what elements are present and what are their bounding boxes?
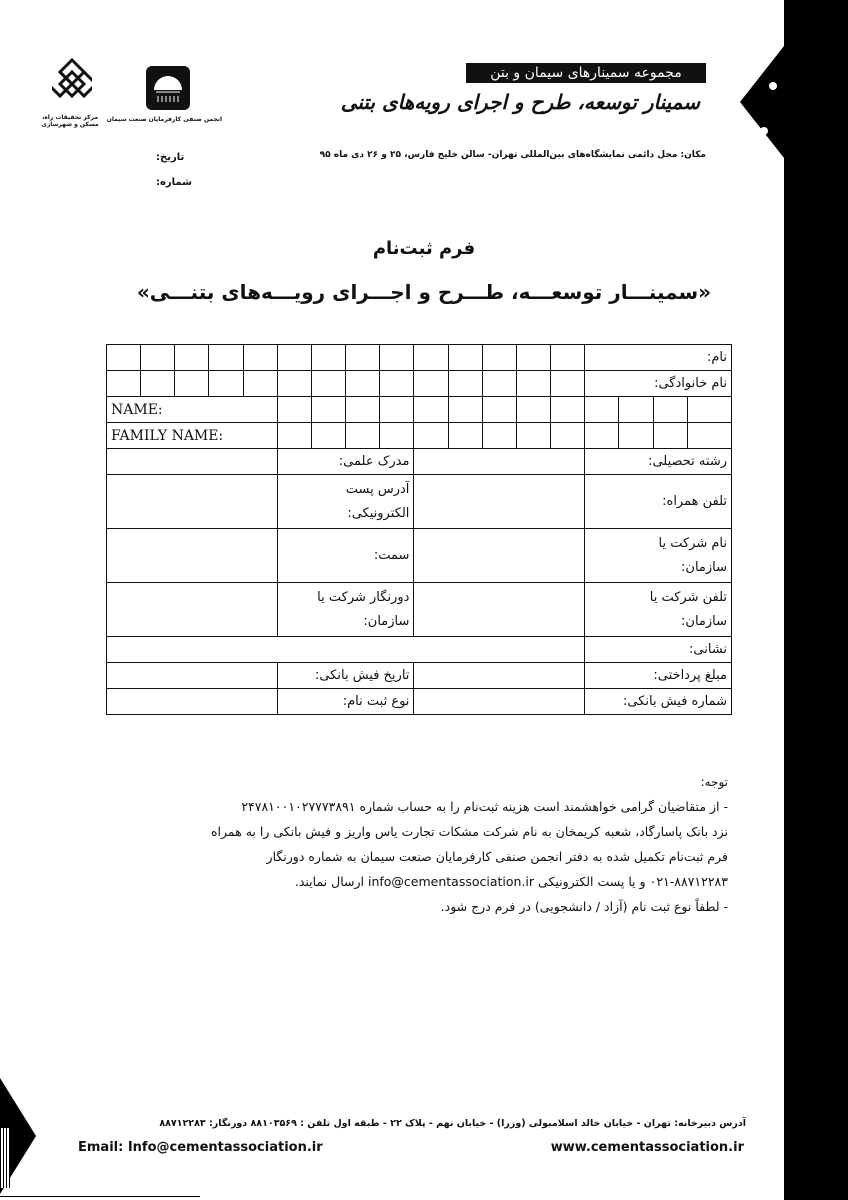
row-study	[107, 449, 732, 475]
cement-association-caption: انجمن صنفی کارفرمایان صنعت سیمان	[106, 116, 222, 123]
left-stripe-mark	[0, 1128, 10, 1188]
char-box[interactable]	[619, 423, 653, 449]
char-box[interactable]	[175, 371, 209, 397]
notes-line: ۰۲۱-۸۸۷۱۲۲۸۳ و یا پست الکترونیکی info@cementassociation.ir ارسال نمایند.	[294, 874, 728, 889]
email-input[interactable]	[107, 475, 278, 529]
char-box[interactable]	[380, 397, 414, 423]
char-box[interactable]	[346, 345, 380, 371]
row-contact	[107, 475, 732, 529]
char-box[interactable]	[448, 397, 482, 423]
notes-heading: توجه:	[700, 775, 728, 789]
row-company	[107, 529, 732, 583]
char-box[interactable]	[346, 371, 380, 397]
receipt-number-input[interactable]	[414, 689, 585, 715]
seminar-title: سمینار توسعه، طرح و اجرای رویه‌های بتنی	[340, 90, 700, 114]
number-label: شماره:	[156, 177, 192, 188]
row-family-name-en	[107, 423, 732, 449]
email-label	[277, 475, 414, 529]
mobile-input[interactable]	[414, 475, 585, 529]
company-phone-label-line1: تلفن شرکت یا	[649, 589, 727, 605]
date-label: تاریخ:	[156, 152, 185, 163]
char-box[interactable]	[448, 423, 482, 449]
footer-email[interactable]: Email: Info@cementassociation.ir	[78, 1140, 323, 1155]
form-subtitle: «سمینـــار توسعـــه، طـــرح و اجـــرای رویـــه‌های بتنـــی»	[136, 280, 712, 304]
char-box[interactable]	[551, 345, 585, 371]
notes-paragraph	[108, 794, 728, 919]
char-box[interactable]	[243, 371, 277, 397]
notes-line: فرم ثبت‌نام تکمیل شده به دفتر انجمن صنفی کارفرمایان صنعت سیمان به شماره دورنگار	[266, 849, 728, 864]
mobile-label: تلفن همراه:	[585, 475, 732, 529]
char-box[interactable]	[585, 397, 619, 423]
registration-type-input[interactable]	[107, 689, 278, 715]
char-box[interactable]	[277, 397, 311, 423]
field-of-study-input[interactable]	[414, 449, 585, 475]
right-arrow-marker	[740, 46, 784, 158]
company-phone-label-line2: سازمان:	[681, 613, 727, 629]
char-box[interactable]	[311, 397, 345, 423]
char-box[interactable]	[141, 371, 175, 397]
char-box[interactable]	[141, 345, 175, 371]
research-center-logo	[52, 58, 92, 118]
row-last-name	[107, 371, 732, 397]
char-box[interactable]	[482, 397, 516, 423]
char-box[interactable]	[653, 423, 687, 449]
notes-line: - لطفاً نوع ثبت نام (آزاد / دانشجویی) در فرم درج شود.	[440, 899, 728, 914]
bottom-edge-line	[0, 1196, 200, 1197]
family-name-en-label: FAMILY NAME:	[107, 423, 278, 449]
receipt-date-input[interactable]	[107, 663, 278, 689]
row-first-name	[107, 345, 732, 371]
company-fax-label-line2: سازمان:	[363, 613, 410, 629]
footer-address: آدرس دبیرخانه: تهران - خیابان خالد اسلامبولی (وزرا) - خیابان نهم - پلاک ۲۲ - طبقه اول تلفن : ۸۸۱۰۳۵۶۹ دورنگار: ۸۸۷۱۲۲۸۳	[159, 1118, 746, 1129]
char-box[interactable]	[585, 423, 619, 449]
position-input[interactable]	[107, 529, 278, 583]
char-box[interactable]	[516, 371, 550, 397]
marker-dot	[769, 82, 777, 90]
char-box[interactable]	[311, 371, 345, 397]
char-box[interactable]	[414, 345, 448, 371]
char-box[interactable]	[209, 371, 243, 397]
char-box[interactable]	[687, 423, 731, 449]
series-title: مجموعه سمینارهای سیمان و بتن	[466, 63, 706, 83]
char-box[interactable]	[619, 397, 653, 423]
field-of-study-label: رشته تحصیلی:	[585, 449, 732, 475]
char-box[interactable]	[482, 423, 516, 449]
char-box[interactable]	[277, 371, 311, 397]
registration-table	[106, 344, 732, 715]
degree-label: مدرک علمی:	[277, 449, 414, 475]
char-box[interactable]	[175, 345, 209, 371]
right-black-border	[784, 0, 848, 1200]
first-name-label: نام:	[585, 345, 732, 371]
char-box[interactable]	[277, 423, 311, 449]
notes-line: نزد بانک پاسارگاد، شعبه کریمخان به نام شرکت مشکات تجارت یاس واریز و فیش بانکی را به همراه	[211, 824, 728, 839]
char-box[interactable]	[551, 423, 585, 449]
char-box[interactable]	[414, 423, 448, 449]
cement-association-logo	[146, 66, 190, 114]
company-phone-label	[585, 583, 732, 637]
company-label-line2: سازمان:	[681, 559, 727, 575]
receipt-date-label: تاریخ فیش بانکی:	[277, 663, 414, 689]
char-box[interactable]	[380, 423, 414, 449]
char-box[interactable]	[346, 397, 380, 423]
form-title: فرم ثبت‌نام	[372, 238, 476, 259]
last-name-label: نام خانوادگی:	[585, 371, 732, 397]
company-label-line1: نام شرکت یا	[658, 535, 727, 551]
amount-paid-label: مبلغ پرداختی:	[585, 663, 732, 689]
char-box[interactable]	[482, 371, 516, 397]
email-label-line2: الکترونیکی:	[347, 505, 410, 521]
row-name-en	[107, 397, 732, 423]
research-center-caption: مرکز تحقیقات راه، مسکن و شهرسازی	[41, 114, 99, 129]
degree-input[interactable]	[107, 449, 278, 475]
char-box[interactable]	[346, 423, 380, 449]
footer-website[interactable]: www.cementassociation.ir	[550, 1140, 744, 1155]
char-box[interactable]	[380, 345, 414, 371]
position-label: سمت:	[277, 529, 414, 583]
amount-paid-input[interactable]	[414, 663, 585, 689]
company-fax-label-line1: دورنگار شرکت یا	[317, 589, 410, 605]
char-box[interactable]	[311, 345, 345, 371]
char-box[interactable]	[516, 397, 550, 423]
row-company-contact	[107, 583, 732, 637]
notes-line: - از متقاضیان گرامی خواهشمند است هزینه ثبت‌نام را به حساب شماره ۲۴۷۸۱۰۰۱۰۲۷۷۷۳۸۹۱	[241, 799, 728, 814]
char-box[interactable]	[482, 345, 516, 371]
row-payment	[107, 663, 732, 689]
char-box[interactable]	[653, 397, 687, 423]
char-box[interactable]	[243, 345, 277, 371]
company-input[interactable]	[414, 529, 585, 583]
char-box[interactable]	[551, 371, 585, 397]
char-box[interactable]	[414, 371, 448, 397]
company-label	[585, 529, 732, 583]
email-label-line1: آدرس پست	[345, 481, 410, 497]
receipt-number-label: شماره فیش بانکی:	[585, 689, 732, 715]
char-box[interactable]	[516, 345, 550, 371]
char-box[interactable]	[551, 397, 585, 423]
char-box[interactable]	[448, 371, 482, 397]
company-phone-input[interactable]	[414, 583, 585, 637]
registration-type-label: نوع ثبت نام:	[277, 689, 414, 715]
address-input[interactable]	[107, 637, 585, 663]
char-box[interactable]	[516, 423, 550, 449]
char-box[interactable]	[448, 345, 482, 371]
char-box[interactable]	[380, 371, 414, 397]
name-en-label: NAME:	[107, 397, 278, 423]
char-box[interactable]	[311, 423, 345, 449]
row-receipt	[107, 689, 732, 715]
company-fax-label	[277, 583, 414, 637]
address-label: نشانی:	[585, 637, 732, 663]
marker-dot	[760, 127, 768, 135]
char-box[interactable]	[107, 371, 141, 397]
company-fax-input[interactable]	[107, 583, 278, 637]
char-box[interactable]	[107, 345, 141, 371]
char-box[interactable]	[209, 345, 243, 371]
seminar-place: مکان: محل دائمی نمایشگاه‌های بین‌المللی تهران- سالن خلیج فارس، ۲۵ و ۲۶ دی ماه ۹۵	[319, 150, 706, 160]
char-box[interactable]	[277, 345, 311, 371]
char-box[interactable]	[687, 397, 731, 423]
row-address	[107, 637, 732, 663]
char-box[interactable]	[414, 397, 448, 423]
